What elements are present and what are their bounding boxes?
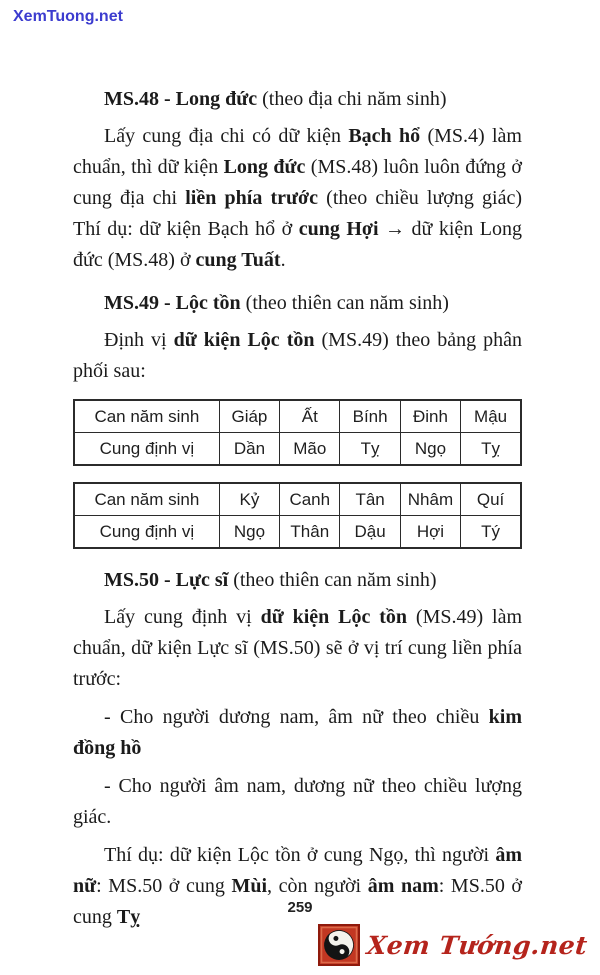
text-segment: dữ kiện Lộc tồn (260, 606, 408, 628)
text-segment: dữ kiện Lộc tồn (173, 329, 315, 351)
value-cell: Canh (280, 483, 340, 516)
bullet-counterclockwise (73, 771, 522, 833)
heading-bold-text: MS.48 - Long đức (104, 88, 258, 110)
paragraph-ms49 (73, 325, 522, 387)
logo-text: Xem Tướng.net (365, 930, 589, 960)
text-segment: (MS.48) luôn luôn đứng ở cung địa chi (73, 156, 522, 209)
heading-rest-text: (theo thiên can năm sinh) (240, 292, 449, 314)
yin-yang-icon (318, 924, 360, 966)
paragraph-ms48 (73, 121, 522, 276)
text-segment: (MS.4) làm chuẩn, thì dữ kiện (73, 125, 522, 178)
paragraph-example (73, 840, 522, 933)
heading-rest-text: (theo địa chi năm sinh) (257, 88, 447, 110)
site-logo[interactable] (318, 924, 587, 966)
text-segment: kim đồng hồ (73, 706, 522, 759)
text-segment: . (280, 249, 286, 271)
value-cell: Tỵ (461, 433, 521, 466)
text-segment: Tỵ (116, 906, 141, 928)
text-segment: Thí dụ: dữ kiện Lộc tồn ở cung Ngọ, thì người (104, 844, 496, 866)
section-heading-ms50 (73, 565, 522, 596)
value-cell: Giáp (219, 400, 279, 433)
text-segment: → dữ kiện Long đức (MS.48) ở (73, 218, 522, 271)
text-segment: liền phía trước (185, 187, 318, 209)
text-segment: cung Tuất (195, 249, 281, 271)
text-segment: - Cho người âm nam, dương nữ theo chiều lượng giác. (73, 775, 522, 828)
heading-rest-text: (theo thiên can năm sinh) (228, 569, 437, 591)
value-cell: Quí (461, 483, 521, 516)
value-cell: Mão (280, 433, 340, 466)
value-cell: Nhâm (400, 483, 460, 516)
distribution-table-1 (73, 399, 522, 466)
text-segment: (MS.49) làm chuẩn, dữ kiện Lực sĩ (MS.50) sẽ ở vị trí cung liền phía trước: (73, 606, 522, 690)
value-cell: Ất (280, 400, 340, 433)
text-segment: Bạch hổ (348, 125, 421, 147)
value-cell: Ngọ (400, 433, 460, 466)
text-segment: : MS.50 ở cung (73, 875, 522, 928)
table-row (74, 400, 521, 433)
text-segment: : MS.50 ở cung (96, 875, 232, 897)
row-label-cell: Cung định vị (74, 433, 219, 466)
page-content (73, 84, 522, 933)
page-number: 259 (287, 899, 313, 916)
text-segment: Định vị (104, 329, 174, 351)
table-row (74, 483, 521, 516)
value-cell: Kỷ (219, 483, 279, 516)
table-row (74, 433, 521, 466)
value-cell: Hợi (400, 516, 460, 549)
heading-bold-text: MS.49 - Lộc tồn (104, 292, 241, 314)
table-row (74, 516, 521, 549)
value-cell: Đinh (400, 400, 460, 433)
bullet-clockwise (73, 702, 522, 764)
text-segment: âm nữ (73, 844, 522, 897)
text-segment: âm nam (367, 875, 439, 897)
heading-bold-text: MS.50 - Lực sĩ (104, 569, 229, 591)
text-segment: cung Hợi (298, 218, 379, 240)
value-cell: Dậu (340, 516, 400, 549)
paragraph-ms50 (73, 602, 522, 695)
text-segment: Lấy cung định vị (104, 606, 261, 628)
distribution-table-2 (73, 482, 522, 549)
value-cell: Bính (340, 400, 400, 433)
row-label-cell: Can năm sinh (74, 400, 219, 433)
value-cell: Tân (340, 483, 400, 516)
text-segment: Mùi (231, 875, 268, 897)
value-cell: Thân (280, 516, 340, 549)
text-segment: , còn người (267, 875, 368, 897)
text-segment: Lấy cung địa chi có dữ kiện (104, 125, 349, 147)
text-segment: (theo chiều lượng giác) Thí dụ: dữ kiện Bạch hổ ở (73, 187, 523, 240)
row-label-cell: Cung định vị (74, 516, 219, 549)
value-cell: Tý (461, 516, 521, 549)
section-heading-ms49 (73, 288, 522, 319)
value-cell: Mậu (461, 400, 521, 433)
value-cell: Dần (219, 433, 279, 466)
row-label-cell: Can năm sinh (74, 483, 219, 516)
value-cell: Tỵ (340, 433, 400, 466)
text-segment: - Cho người dương nam, âm nữ theo chiều (104, 706, 489, 728)
site-watermark[interactable]: XemTuong.net (13, 8, 123, 25)
value-cell: Ngọ (219, 516, 279, 549)
text-segment: Long đức (223, 156, 306, 178)
text-segment: (MS.49) theo bảng phân phối sau: (73, 329, 522, 382)
section-heading-ms48 (73, 84, 522, 115)
